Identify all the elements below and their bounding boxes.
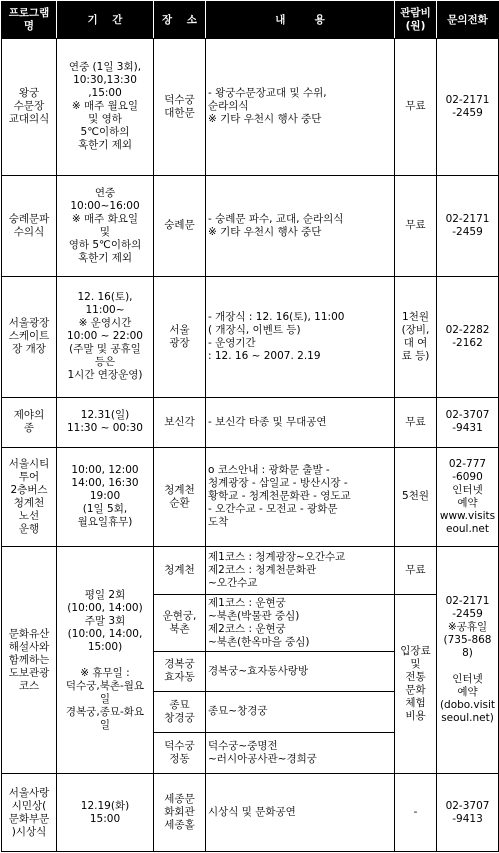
- place-cell: [154, 774, 206, 852]
- contact-cell-line: 02-3707: [445, 409, 490, 422]
- fee-cell-line: (장비,: [401, 323, 430, 336]
- content-cell-line: 덕수궁~중명전: [208, 740, 278, 753]
- place-cell-line: 서울: [169, 323, 190, 336]
- place-cell: [154, 546, 206, 595]
- content-cell: [206, 447, 395, 546]
- program-cell-line: 숭례문파: [8, 212, 50, 225]
- place-cell-line: 세종문: [164, 793, 195, 806]
- content-cell-line: 제2코스 : 운현궁: [208, 623, 286, 636]
- program-cell-line: 수문장: [13, 100, 45, 113]
- program-cell: [2, 276, 57, 397]
- content-cell-line: 황학교 - 청계천문화관 - 영도교: [208, 490, 351, 503]
- period-cell-line: 14:00, 16:30: [71, 477, 139, 490]
- contact-cell: [437, 447, 499, 546]
- event-schedule-table: [1, 1, 499, 852]
- contact-cell-line: 02-2171: [445, 212, 490, 225]
- header-content: 내 용: [206, 2, 395, 39]
- contact-cell-line: 02-2171: [445, 595, 490, 608]
- content-cell-line: ~오간수교: [208, 577, 258, 590]
- content-cell-line: 제2코스 : 청계천문화관: [208, 564, 317, 577]
- place-cell-line: 화회관: [164, 806, 195, 819]
- period-cell: [57, 774, 154, 852]
- header-place: 장 소: [154, 2, 206, 39]
- contact-cell-line: 예약: [457, 686, 478, 699]
- fee-cell-line: 대 여: [403, 336, 428, 349]
- contact-cell-line: (dobo.visit: [439, 699, 496, 712]
- table-row: [2, 447, 499, 546]
- period-cell-line: 영하 5℃이하의: [68, 238, 142, 251]
- content-cell-line: ~북촌(한옥마을 중심): [208, 636, 310, 649]
- place-cell: [154, 595, 206, 652]
- fee-cell-line: 1천원: [402, 310, 429, 323]
- period-cell-line: 12.31(일): [80, 409, 130, 422]
- period-cell-line: 주말 3회: [84, 614, 126, 627]
- program-cell-line: 서울시티: [8, 457, 50, 470]
- period-cell-line: 일: [99, 718, 111, 731]
- contact-cell-line: -6090: [452, 470, 483, 483]
- program-cell-line: 제야의: [13, 409, 45, 422]
- header-contact: 문의전화: [437, 2, 499, 39]
- contact-cell-line: 02-777: [448, 457, 487, 470]
- place-cell-line: 정동: [169, 753, 190, 766]
- fee-cell-line: 전통: [405, 671, 426, 684]
- content-cell-line: o 코스안내 : 광화문 출발 -: [208, 464, 330, 477]
- fee-cell-line: 무료: [405, 415, 426, 428]
- content-cell: [206, 732, 395, 773]
- content-cell: [206, 175, 395, 276]
- period-cell-line: 10:00 ~ 22:00: [67, 330, 143, 343]
- program-cell-line: 종: [23, 422, 35, 435]
- contact-cell-line: -9431: [452, 422, 483, 435]
- period-cell: [57, 397, 154, 447]
- contact-cell: [437, 39, 499, 176]
- program-cell-line: 해설사와: [8, 640, 50, 653]
- fee-cell: [395, 397, 437, 447]
- place-cell-line: 세종홀: [164, 819, 195, 832]
- content-cell-line: 청계광장 - 삼일교 - 방산시장 -: [208, 477, 348, 490]
- period-cell-line: 10:00~16:00: [70, 199, 140, 212]
- contact-cell: [437, 774, 499, 852]
- contact-cell-line: -2459: [452, 106, 483, 119]
- content-cell-line: - 보신각 타종 및 무대공연: [208, 415, 327, 428]
- fee-cell-line: 문화: [405, 684, 426, 697]
- program-cell: [2, 175, 57, 276]
- contact-cell: [437, 397, 499, 447]
- program-cell: [2, 546, 57, 774]
- period-cell-line: (주말 및 공휴일: [69, 343, 141, 356]
- contact-cell-line: 02-3707: [445, 799, 490, 812]
- fee-cell-line: 체험: [405, 697, 426, 710]
- program-cell-line: 청계천: [13, 496, 45, 509]
- place-cell-line: 청계천: [164, 564, 195, 577]
- contact-cell-line: [439, 660, 496, 673]
- contact-cell-line: 인터넷: [452, 483, 483, 496]
- place-cell-line: 운현궁,: [162, 610, 197, 623]
- fee-cell: [395, 276, 437, 397]
- contact-cell-line: (735-868: [443, 634, 492, 647]
- period-cell-line: 19:00: [89, 490, 121, 503]
- place-cell-line: 광장: [169, 336, 190, 349]
- period-cell-line: ※ 휴무일 :: [80, 666, 130, 679]
- period-cell-line: ※ 매주 월요일: [71, 100, 139, 113]
- place-cell-line: 청계천: [164, 483, 195, 496]
- period-cell-line: 1시간 연장운영): [67, 369, 143, 382]
- content-cell-line: - 오간수교 - 모전교 - 광화문: [208, 503, 338, 516]
- place-cell-line: 덕수궁: [164, 740, 195, 753]
- period-cell-line: 연중 (1일 3회),: [68, 61, 142, 74]
- period-cell-line: 덕수궁,북촌-월요: [65, 679, 145, 692]
- contact-cell-line: 예약: [457, 496, 478, 509]
- contact-cell: [437, 546, 499, 774]
- fee-cell-line: -: [413, 806, 418, 819]
- program-cell-line: 시민상(: [11, 799, 47, 812]
- period-cell-line: 등은: [94, 356, 116, 369]
- period-cell: [57, 175, 154, 276]
- content-cell-line: 시상식 및 문화공연: [208, 806, 296, 819]
- place-cell: [154, 691, 206, 732]
- fee-cell: [395, 595, 437, 774]
- program-cell: [2, 397, 57, 447]
- content-cell-line: 제1코스 : 운현궁: [208, 597, 286, 610]
- program-cell-line: 문화유산: [8, 627, 50, 640]
- table-row: [2, 774, 499, 852]
- program-cell-line: 서울광장: [8, 317, 50, 330]
- header-fee: 관람비(원): [395, 2, 437, 39]
- content-cell-line: ~러시아공사관~경희궁: [208, 753, 317, 766]
- content-cell-line: - 숭례문 파수, 교대, 순라의식: [208, 212, 344, 225]
- place-cell-line: 창경궁: [164, 711, 195, 724]
- contact-cell-line: www.visits: [439, 509, 496, 522]
- place-cell-line: 경복궁: [164, 658, 195, 671]
- period-cell-line: 연중: [94, 186, 116, 199]
- program-cell-line: 코스: [18, 679, 40, 692]
- program-cell-line: 투어: [18, 470, 40, 483]
- place-cell: [154, 39, 206, 176]
- period-cell: [57, 447, 154, 546]
- period-cell-line: ※ 운영시간: [78, 317, 132, 330]
- period-cell-line: 혹한기 제외: [77, 139, 133, 152]
- program-cell-line: 운행: [18, 522, 40, 535]
- fee-cell-line: 5천원: [402, 490, 429, 503]
- program-cell-line: 노선: [18, 509, 40, 522]
- place-cell-line: 효자동: [164, 671, 195, 684]
- fee-cell-line: 비용: [405, 710, 426, 723]
- program-cell-line: 서울사랑: [8, 786, 50, 799]
- table-row: [2, 546, 499, 595]
- fee-cell: [395, 39, 437, 176]
- program-cell: [2, 774, 57, 852]
- content-cell-line: - 왕궁수문장교대 및 수위,: [208, 87, 327, 100]
- place-cell-line: 대한문: [164, 106, 195, 119]
- place-cell-line: 덕수궁: [164, 93, 195, 106]
- contact-cell-line: 인터넷: [452, 673, 483, 686]
- contact-cell-line: 02-2282: [445, 323, 490, 336]
- fee-cell-line: 및: [410, 658, 421, 671]
- program-cell-line: 도보관광: [8, 666, 50, 679]
- fee-cell-line: 입장료: [400, 645, 431, 658]
- period-cell-line: 10:00, 12:00: [71, 464, 139, 477]
- fee-cell-line: 무료: [405, 219, 426, 232]
- program-cell: [2, 447, 57, 546]
- content-cell-line: ( 개장식, 이벤트 등): [208, 323, 301, 336]
- content-cell-line: : 12. 16 ~ 2007. 2.19: [208, 349, 321, 362]
- place-cell: [154, 652, 206, 691]
- period-cell-line: 12.19(화): [80, 799, 130, 812]
- header-program: 프로그램명: [2, 2, 57, 39]
- content-cell-line: - 운영기간: [208, 336, 256, 349]
- place-cell: [154, 175, 206, 276]
- period-cell-line: 10:30,13:30: [73, 74, 137, 87]
- period-cell-line: (10:00, 14:00,: [67, 627, 143, 640]
- place-cell-line: 숭례문: [164, 219, 195, 232]
- program-cell-line: 장 개장: [12, 343, 46, 356]
- period-cell-line: (1일 5회,: [82, 503, 128, 516]
- content-cell-line: 순라의식: [208, 100, 249, 113]
- content-cell: [206, 276, 395, 397]
- content-cell: [206, 691, 395, 732]
- content-cell: [206, 774, 395, 852]
- program-cell-line: 교대의식: [8, 113, 50, 126]
- period-cell-line: 및 영하: [88, 113, 122, 126]
- period-cell-line: 월요일휴무): [77, 516, 133, 529]
- content-cell-line: ~북촌(박물관 중심): [208, 610, 300, 623]
- program-cell-line: 스케이트: [8, 330, 50, 343]
- content-cell-line: 제1코스 : 청계광장~오간수교: [208, 551, 346, 564]
- place-cell-line: 순환: [169, 496, 190, 509]
- period-cell-line: 5℃이하의: [80, 126, 130, 139]
- program-cell: [2, 39, 57, 176]
- contact-cell-line: -2162: [452, 336, 483, 349]
- contact-cell: [437, 175, 499, 276]
- contact-cell-line: eoul.net: [445, 522, 490, 535]
- period-cell-line: ※ 매주 화요일: [71, 212, 139, 225]
- period-cell-line: 평일 2회: [84, 588, 126, 601]
- contact-cell-line: 02-2171: [445, 93, 490, 106]
- contact-cell-line: ※공휴일: [447, 621, 488, 634]
- program-cell-line: 왕궁: [18, 87, 40, 100]
- period-cell: [57, 546, 154, 774]
- fee-cell: [395, 175, 437, 276]
- period-cell-line: ,15:00: [88, 87, 122, 100]
- period-cell-line: 11:30 ~ 00:30: [67, 422, 143, 435]
- contact-cell-line: -2459: [452, 225, 483, 238]
- fee-cell-line: 무료: [405, 100, 426, 113]
- period-cell-line: 혹한기 제외: [77, 251, 133, 264]
- program-cell-line: 문화부문: [8, 812, 50, 825]
- place-cell-line: 북촌: [169, 623, 190, 636]
- place-cell: [154, 447, 206, 546]
- fee-cell: [395, 774, 437, 852]
- contact-cell-line: 8): [462, 647, 473, 660]
- program-cell-line: 수의식: [13, 225, 45, 238]
- content-cell: [206, 39, 395, 176]
- period-cell-line: (10:00, 14:00): [67, 601, 143, 614]
- period-cell-line: 15:00): [87, 640, 123, 653]
- contact-cell-line: -9413: [452, 812, 483, 825]
- table-row: [2, 175, 499, 276]
- content-cell-line: - 개장식 : 12. 16(토), 11:00: [208, 310, 345, 323]
- period-cell-line: 및: [99, 225, 111, 238]
- content-cell-line: 도착: [208, 516, 229, 529]
- period-cell-line: [59, 654, 151, 667]
- period-cell-line: 12. 16(토),: [77, 291, 133, 304]
- place-cell-line: 보신각: [164, 415, 195, 428]
- content-cell: [206, 652, 395, 691]
- fee-cell: [395, 447, 437, 546]
- content-cell-line: 경복궁~효자동사랑방: [208, 664, 309, 677]
- program-cell-line: 함께하는: [8, 653, 50, 666]
- contact-cell-line: seoul.net): [441, 712, 494, 725]
- program-cell-line: 2층버스: [10, 483, 48, 496]
- content-cell-line: ※ 기타 우천시 행사 중단: [208, 225, 322, 238]
- contact-cell-line: -2459: [452, 608, 483, 621]
- place-cell: [154, 276, 206, 397]
- content-cell: [206, 397, 395, 447]
- place-cell-line: 종묘: [169, 698, 190, 711]
- program-cell-line: )시상식: [11, 825, 47, 838]
- period-cell-line: 일: [99, 692, 111, 705]
- period-cell-line: 15:00: [89, 812, 121, 825]
- period-cell: [57, 276, 154, 397]
- place-cell: [154, 732, 206, 773]
- fee-cell: [395, 546, 437, 595]
- content-cell: [206, 595, 395, 652]
- content-cell-line: ※ 기타 우천시 행사 중단: [208, 113, 322, 126]
- content-cell: [206, 546, 395, 595]
- place-cell: [154, 397, 206, 447]
- header-row: [2, 2, 499, 39]
- period-cell-line: 경복궁,종묘-화요: [65, 705, 145, 718]
- table-row: [2, 39, 499, 176]
- fee-cell-line: 료 등): [401, 349, 430, 362]
- table-row: [2, 397, 499, 447]
- contact-cell: [437, 276, 499, 397]
- table-row: [2, 276, 499, 397]
- period-cell-line: 11:00~: [85, 304, 125, 317]
- fee-cell-line: 무료: [405, 564, 426, 577]
- period-cell: [57, 39, 154, 176]
- header-period: 기 간: [57, 2, 154, 39]
- content-cell-line: 종묘~창경궁: [208, 705, 268, 718]
